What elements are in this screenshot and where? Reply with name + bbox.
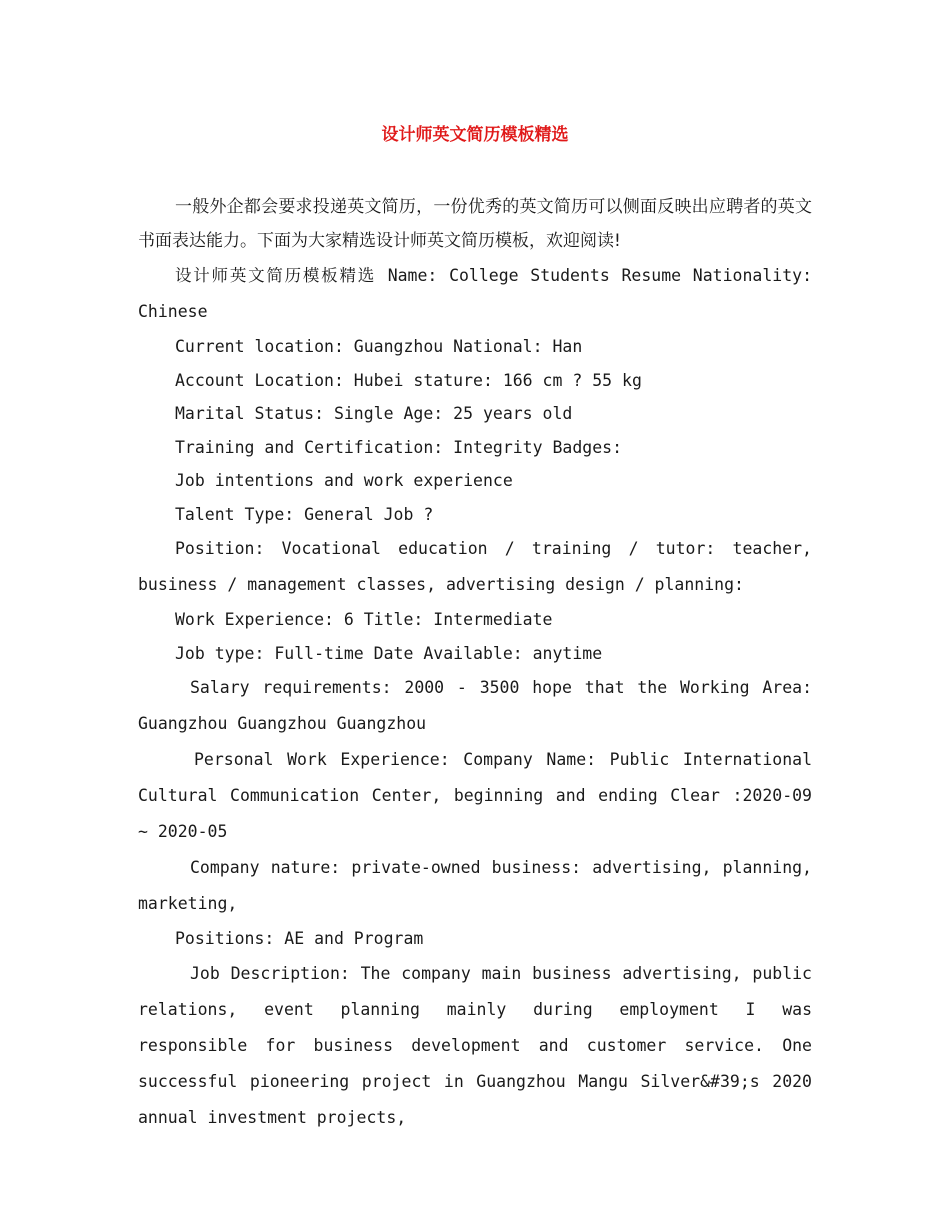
intro-paragraph: 一般外企都会要求投递英文简历，一份优秀的英文简历可以侧面反映出应聘者的英文书面表达能力。下面为大家精选设计师英文简历模板，欢迎阅读! bbox=[138, 197, 812, 251]
job-description-paragraph: Job Description: The company main business advertising, public relations, event planning mainly during employment I was responsible for business development and customer service. One successful pioneering project in Guangzhou Mangu Silver&#39;s 2020 annual investment projects, bbox=[138, 963, 812, 1127]
training-certification-line: Training and Certification: Integrity Badges: bbox=[175, 437, 623, 457]
personal-work-experience-line: Personal Work Experience: Company Name: Public International Cultural Communication Center, beginning and ending Clear :2020-09 ~ 2020-05 bbox=[138, 750, 812, 841]
company-nature-line: Company nature: private-owned business: advertising, planning, marketing, bbox=[138, 858, 812, 913]
positions-line: Positions: AE and Program bbox=[175, 929, 424, 948]
marital-status-line: Marital Status: Single Age: 25 years old bbox=[175, 404, 573, 423]
work-experience-line: Work Experience: 6 Title: Intermediate bbox=[175, 610, 553, 629]
job-intentions-heading: Job intentions and work experience bbox=[175, 471, 513, 490]
account-location-line: Account Location: Hubei stature: 166 cm ? 55 kg bbox=[175, 370, 642, 390]
current-location-line: Current location: Guangzhou National: Han bbox=[175, 337, 583, 356]
job-type-line: Job type: Full-time Date Available: anytime bbox=[175, 643, 603, 663]
document-body bbox=[138, 190, 812, 1136]
salary-requirements-line: Salary requirements: 2000 - 3500 hope that the Working Area: Guangzhou Guangzhou Guangzhou bbox=[138, 678, 812, 733]
position-line: Position: Vocational education / training / tutor: teacher, business / management classes, advertising design / planning: bbox=[138, 539, 812, 594]
talent-type-line: Talent Type: General Job ? bbox=[175, 504, 434, 524]
document-page bbox=[138, 0, 812, 1230]
document-title: 设计师英文简历模板精选 bbox=[381, 125, 569, 145]
name-nationality-line: 设计师英文简历模板精选 Name: College Students Resume Nationality: Chinese bbox=[138, 266, 812, 321]
